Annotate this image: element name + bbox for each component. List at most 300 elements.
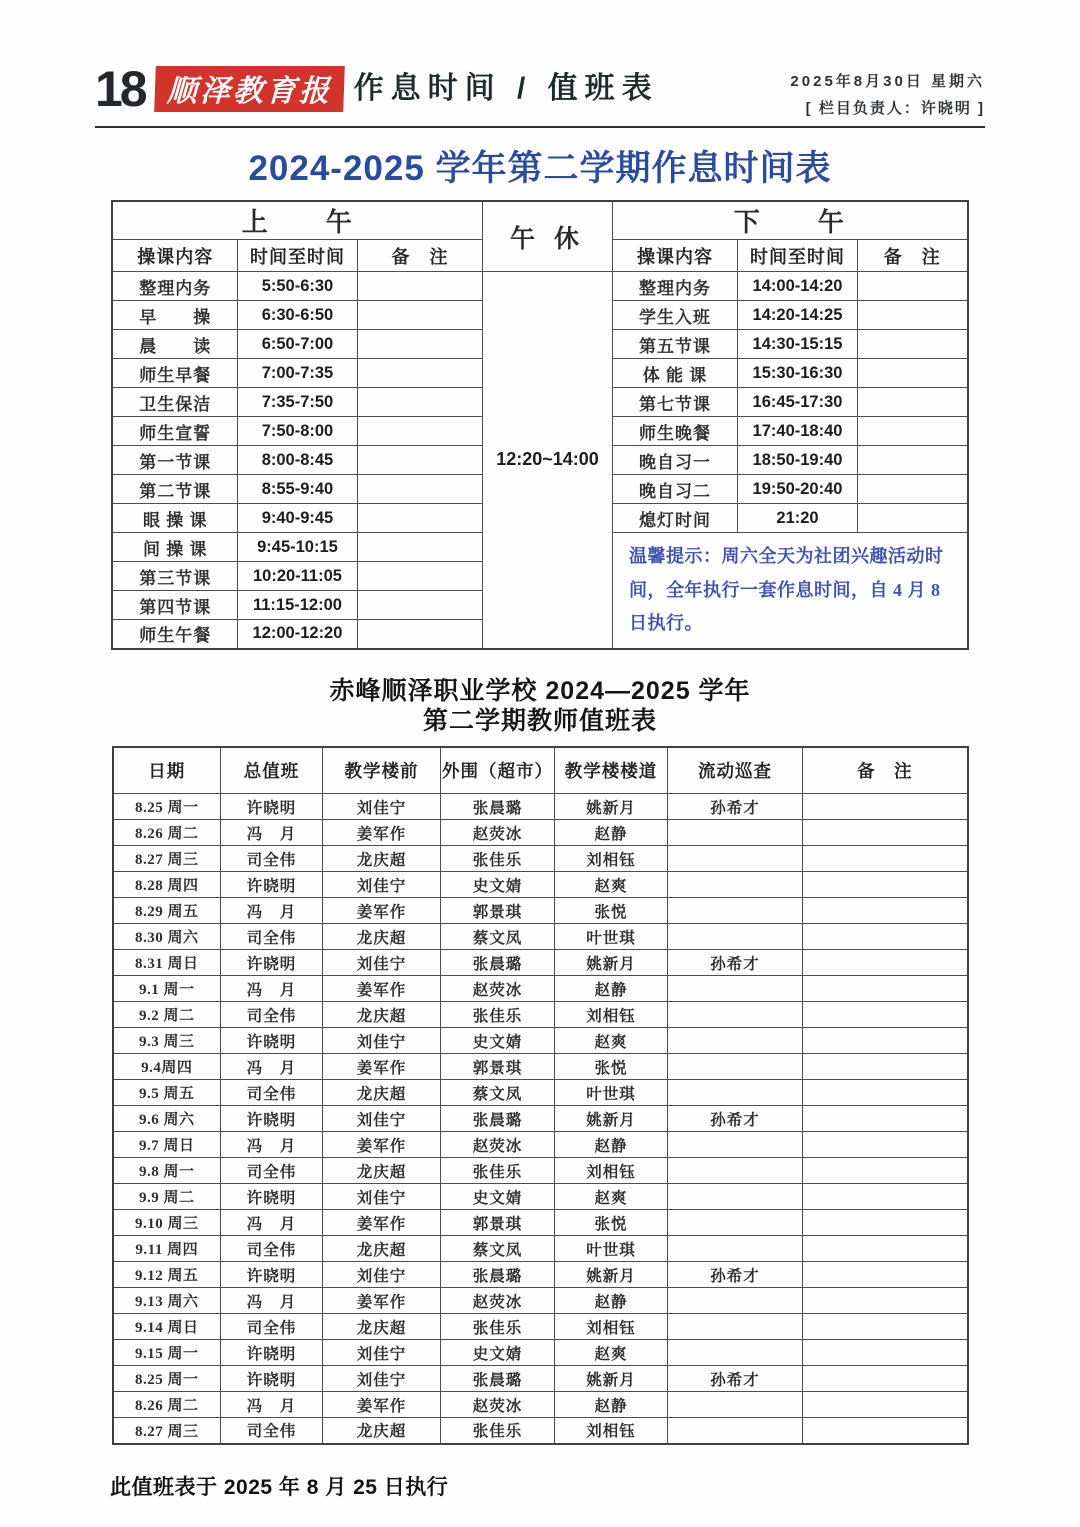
duty-date-cell: 9.2 周二 xyxy=(113,1002,221,1028)
duty-row xyxy=(113,924,968,950)
morning-col-note: 备 注 xyxy=(357,240,482,272)
duty-row xyxy=(113,1002,968,1028)
duty-building-front-cell: 姜军作 xyxy=(323,820,441,846)
afternoon-activity: 晚自习二 xyxy=(613,475,738,504)
duty-corridor-cell: 刘相钰 xyxy=(555,1418,668,1444)
duty-col-perimeter: 外围（超市） xyxy=(441,747,555,794)
duty-date-cell: 9.1 周一 xyxy=(113,976,221,1002)
duty-perimeter-cell: 郭景琪 xyxy=(441,898,555,924)
duty-patrol-cell xyxy=(668,1080,803,1106)
duty-col-note: 备 注 xyxy=(803,747,968,794)
afternoon-col-activity: 操课内容 xyxy=(613,240,738,272)
morning-time: 6:50-7:00 xyxy=(237,330,357,359)
duty-patrol-cell xyxy=(668,924,803,950)
duty-chief-cell: 许晓明 xyxy=(221,1028,323,1054)
duty-building-front-cell: 姜军作 xyxy=(323,1054,441,1080)
afternoon-activity: 熄灯时间 xyxy=(613,504,738,533)
duty-perimeter-cell: 张晨璐 xyxy=(441,950,555,976)
duty-building-front-cell: 龙庆超 xyxy=(323,1418,441,1444)
morning-time: 9:45-10:15 xyxy=(237,533,357,562)
duty-note-cell xyxy=(803,1262,968,1288)
duty-roster-body xyxy=(113,794,968,1444)
afternoon-activity: 第七节课 xyxy=(613,388,738,417)
duty-corridor-cell: 姚新月 xyxy=(555,1106,668,1132)
morning-note xyxy=(357,620,482,649)
morning-time: 8:55-9:40 xyxy=(237,475,357,504)
duty-perimeter-cell: 蔡文凤 xyxy=(441,1080,555,1106)
morning-time: 10:20-11:05 xyxy=(237,562,357,591)
duty-chief-cell: 司全伟 xyxy=(221,1418,323,1444)
duty-note-cell xyxy=(803,1184,968,1210)
duty-patrol-cell xyxy=(668,1054,803,1080)
duty-row xyxy=(113,1106,968,1132)
duty-date-cell: 9.11 周四 xyxy=(113,1236,221,1262)
duty-perimeter-cell: 郭景琪 xyxy=(441,1054,555,1080)
morning-note xyxy=(357,591,482,620)
execution-note: 此值班表于 2025 年 8 月 25 日执行 xyxy=(110,1475,449,1499)
afternoon-time: 21:20 xyxy=(738,504,858,533)
duty-note-cell xyxy=(803,872,968,898)
masthead xyxy=(95,61,985,118)
duty-patrol-cell xyxy=(668,898,803,924)
duty-note-cell xyxy=(803,1158,968,1184)
duty-chief-cell: 许晓明 xyxy=(221,794,323,820)
morning-header: 上 午 xyxy=(112,201,482,240)
duty-building-front-cell: 姜军作 xyxy=(323,1392,441,1418)
duty-note-cell xyxy=(803,846,968,872)
duty-row xyxy=(113,1314,968,1340)
duty-building-front-cell: 刘佳宁 xyxy=(323,1028,441,1054)
duty-patrol-cell xyxy=(668,820,803,846)
morning-note xyxy=(357,330,482,359)
duty-date-cell: 8.26 周二 xyxy=(113,820,221,846)
duty-chief-cell: 许晓明 xyxy=(221,872,323,898)
duty-chief-cell: 许晓明 xyxy=(221,1340,323,1366)
duty-row xyxy=(113,898,968,924)
duty-date-cell: 9.13 周六 xyxy=(113,1288,221,1314)
afternoon-note xyxy=(858,301,968,330)
duty-corridor-cell: 张悦 xyxy=(555,1054,668,1080)
duty-roster-title-line1: 赤峰顺泽职业学校 2024—2025 学年 xyxy=(329,676,751,705)
afternoon-header: 下 午 xyxy=(613,201,968,240)
duty-patrol-cell xyxy=(668,1314,803,1340)
column-editor: [ 栏目负责人：许晓明 ] xyxy=(805,100,985,117)
duty-perimeter-cell: 张佳乐 xyxy=(441,846,555,872)
duty-note-cell xyxy=(803,1340,968,1366)
morning-activity: 卫生保洁 xyxy=(112,388,237,417)
issue-date: 2025年8月30日 星期六 xyxy=(790,73,985,90)
duty-building-front-cell: 龙庆超 xyxy=(323,846,441,872)
morning-time: 6:30-6:50 xyxy=(237,301,357,330)
duty-patrol-cell xyxy=(668,846,803,872)
morning-note xyxy=(357,388,482,417)
duty-building-front-cell: 姜军作 xyxy=(323,898,441,924)
duty-perimeter-cell: 张佳乐 xyxy=(441,1418,555,1444)
duty-perimeter-cell: 史文婧 xyxy=(441,1340,555,1366)
duty-chief-cell: 冯 月 xyxy=(221,976,323,1002)
duty-date-cell: 9.15 周一 xyxy=(113,1340,221,1366)
morning-note xyxy=(357,272,482,301)
duty-row xyxy=(113,1262,968,1288)
duty-corridor-cell: 刘相钰 xyxy=(555,1314,668,1340)
morning-activity: 晨 读 xyxy=(112,330,237,359)
duty-date-cell: 9.12 周五 xyxy=(113,1262,221,1288)
duty-row xyxy=(113,1210,968,1236)
duty-note-cell xyxy=(803,976,968,1002)
duty-row xyxy=(113,1028,968,1054)
duty-building-front-cell: 姜军作 xyxy=(323,976,441,1002)
afternoon-note xyxy=(858,504,968,533)
duty-chief-cell: 许晓明 xyxy=(221,1184,323,1210)
duty-corridor-cell: 刘相钰 xyxy=(555,1002,668,1028)
afternoon-activity: 第五节课 xyxy=(613,330,738,359)
duty-building-front-cell: 龙庆超 xyxy=(323,1314,441,1340)
duty-note-cell xyxy=(803,1080,968,1106)
duty-corridor-cell: 叶世琪 xyxy=(555,1236,668,1262)
duty-corridor-cell: 姚新月 xyxy=(555,1262,668,1288)
duty-row xyxy=(113,1288,968,1314)
afternoon-activity: 整理内务 xyxy=(613,272,738,301)
afternoon-activity: 学生入班 xyxy=(613,301,738,330)
morning-note xyxy=(357,504,482,533)
masthead-divider xyxy=(95,126,985,128)
timetable-body xyxy=(112,272,967,649)
newspaper-logo-text: 顺泽教育报 xyxy=(165,75,333,108)
duty-patrol-cell xyxy=(668,1418,803,1444)
duty-chief-cell: 冯 月 xyxy=(221,1132,323,1158)
afternoon-note xyxy=(858,475,968,504)
duty-chief-cell: 冯 月 xyxy=(221,1054,323,1080)
morning-activity: 第一节课 xyxy=(112,446,237,475)
morning-note xyxy=(357,446,482,475)
duty-corridor-cell: 赵静 xyxy=(555,1288,668,1314)
duty-date-cell: 9.4周四 xyxy=(113,1054,221,1080)
duty-building-front-cell: 刘佳宁 xyxy=(323,1106,441,1132)
duty-date-cell: 9.3 周三 xyxy=(113,1028,221,1054)
duty-corridor-cell: 姚新月 xyxy=(555,794,668,820)
afternoon-note xyxy=(858,388,968,417)
newspaper-logo xyxy=(154,66,345,112)
masthead-left xyxy=(95,61,659,117)
duty-row xyxy=(113,1184,968,1210)
duty-perimeter-cell: 史文婧 xyxy=(441,872,555,898)
duty-date-cell: 8.30 周六 xyxy=(113,924,221,950)
noon-break-time: 12:20~14:00 xyxy=(483,272,613,649)
morning-activity: 整理内务 xyxy=(112,272,237,301)
duty-date-cell: 8.26 周二 xyxy=(113,1392,221,1418)
duty-perimeter-cell: 蔡文凤 xyxy=(441,1236,555,1262)
duty-patrol-cell xyxy=(668,1340,803,1366)
afternoon-time: 18:50-19:40 xyxy=(738,446,858,475)
duty-chief-cell: 许晓明 xyxy=(221,950,323,976)
duty-building-front-cell: 刘佳宁 xyxy=(323,950,441,976)
duty-patrol-cell: 孙希才 xyxy=(668,1366,803,1392)
afternoon-time: 17:40-18:40 xyxy=(738,417,858,446)
afternoon-note xyxy=(858,330,968,359)
duty-patrol-cell xyxy=(668,872,803,898)
duty-col-corridor: 教学楼楼道 xyxy=(555,747,668,794)
duty-note-cell xyxy=(803,1002,968,1028)
duty-perimeter-cell: 郭景琪 xyxy=(441,1210,555,1236)
afternoon-col-note: 备 注 xyxy=(858,240,968,272)
duty-row xyxy=(113,820,968,846)
duty-building-front-cell: 刘佳宁 xyxy=(323,1262,441,1288)
morning-activity: 第二节课 xyxy=(112,475,237,504)
duty-building-front-cell: 龙庆超 xyxy=(323,924,441,950)
morning-time: 9:40-9:45 xyxy=(237,504,357,533)
duty-col-date: 日期 xyxy=(113,747,221,794)
duty-building-front-cell: 刘佳宁 xyxy=(323,1184,441,1210)
duty-note-cell xyxy=(803,1288,968,1314)
afternoon-time: 19:50-20:40 xyxy=(738,475,858,504)
duty-patrol-cell xyxy=(668,1132,803,1158)
duty-date-cell: 8.25 周一 xyxy=(113,1366,221,1392)
duty-date-cell: 8.28 周四 xyxy=(113,872,221,898)
duty-corridor-cell: 张悦 xyxy=(555,1210,668,1236)
timetable-row xyxy=(112,272,967,301)
duty-chief-cell: 冯 月 xyxy=(221,1288,323,1314)
duty-perimeter-cell: 赵荧冰 xyxy=(441,1132,555,1158)
duty-date-cell: 8.27 周三 xyxy=(113,846,221,872)
morning-note xyxy=(357,533,482,562)
duty-building-front-cell: 龙庆超 xyxy=(323,1236,441,1262)
duty-patrol-cell xyxy=(668,1002,803,1028)
morning-time: 8:00-8:45 xyxy=(237,446,357,475)
duty-date-cell: 9.5 周五 xyxy=(113,1080,221,1106)
duty-chief-cell: 冯 月 xyxy=(221,820,323,846)
duty-perimeter-cell: 张晨璐 xyxy=(441,1106,555,1132)
duty-building-front-cell: 刘佳宁 xyxy=(323,794,441,820)
duty-col-building-front: 教学楼前 xyxy=(323,747,441,794)
duty-header-row xyxy=(113,747,968,794)
duty-note-cell xyxy=(803,1418,968,1444)
duty-patrol-cell xyxy=(668,1028,803,1054)
afternoon-note xyxy=(858,417,968,446)
morning-activity: 间 操 课 xyxy=(112,533,237,562)
duty-row xyxy=(113,1080,968,1106)
duty-corridor-cell: 叶世琪 xyxy=(555,1080,668,1106)
morning-col-activity: 操课内容 xyxy=(112,240,237,272)
section-title: 作息时间 / 值班表 xyxy=(353,72,659,105)
morning-note xyxy=(357,475,482,504)
morning-note xyxy=(357,562,482,591)
duty-chief-cell: 司全伟 xyxy=(221,1002,323,1028)
morning-time: 7:50-8:00 xyxy=(237,417,357,446)
duty-building-front-cell: 龙庆超 xyxy=(323,1002,441,1028)
duty-corridor-cell: 叶世琪 xyxy=(555,924,668,950)
duty-row xyxy=(113,1418,968,1444)
morning-activity: 第四节课 xyxy=(112,591,237,620)
duty-corridor-cell: 赵爽 xyxy=(555,1340,668,1366)
duty-note-cell xyxy=(803,1028,968,1054)
duty-row xyxy=(113,1158,968,1184)
duty-perimeter-cell: 张晨璐 xyxy=(441,1366,555,1392)
duty-note-cell xyxy=(803,950,968,976)
duty-note-cell xyxy=(803,794,968,820)
duty-perimeter-cell: 史文婧 xyxy=(441,1028,555,1054)
duty-col-chief: 总值班 xyxy=(221,747,323,794)
afternoon-note xyxy=(858,359,968,388)
duty-perimeter-cell: 史文婧 xyxy=(441,1184,555,1210)
duty-corridor-cell: 张悦 xyxy=(555,898,668,924)
duty-note-cell xyxy=(803,1054,968,1080)
duty-chief-cell: 冯 月 xyxy=(221,1392,323,1418)
afternoon-time: 15:30-16:30 xyxy=(738,359,858,388)
duty-building-front-cell: 刘佳宁 xyxy=(323,1366,441,1392)
duty-corridor-cell: 赵爽 xyxy=(555,1028,668,1054)
duty-perimeter-cell: 赵荧冰 xyxy=(441,1288,555,1314)
duty-patrol-cell xyxy=(668,976,803,1002)
duty-date-cell: 9.9 周二 xyxy=(113,1184,221,1210)
afternoon-time: 16:45-17:30 xyxy=(738,388,858,417)
duty-chief-cell: 司全伟 xyxy=(221,1236,323,1262)
duty-note-cell xyxy=(803,898,968,924)
duty-chief-cell: 冯 月 xyxy=(221,1210,323,1236)
duty-note-cell xyxy=(803,1314,968,1340)
duty-building-front-cell: 刘佳宁 xyxy=(323,1340,441,1366)
duty-date-cell: 8.27 周三 xyxy=(113,1418,221,1444)
duty-patrol-cell: 孙希才 xyxy=(668,794,803,820)
duty-note-cell xyxy=(803,924,968,950)
duty-perimeter-cell: 赵荧冰 xyxy=(441,1392,555,1418)
duty-date-cell: 8.31 周日 xyxy=(113,950,221,976)
duty-patrol-cell xyxy=(668,1184,803,1210)
duty-corridor-cell: 赵爽 xyxy=(555,1184,668,1210)
duty-building-front-cell: 姜军作 xyxy=(323,1132,441,1158)
friendly-reminder: 温馨提示：周六全天为社团兴趣活动时间，全年执行一套作息时间，自 4 月 8 日执行。 xyxy=(613,533,968,649)
duty-perimeter-cell: 张晨璐 xyxy=(441,794,555,820)
duty-date-cell: 9.10 周三 xyxy=(113,1210,221,1236)
morning-activity: 第三节课 xyxy=(112,562,237,591)
duty-chief-cell: 许晓明 xyxy=(221,1262,323,1288)
morning-note xyxy=(357,301,482,330)
afternoon-col-time: 时间至时间 xyxy=(738,240,858,272)
duty-note-cell xyxy=(803,1210,968,1236)
morning-note xyxy=(357,417,482,446)
duty-note-cell xyxy=(803,1132,968,1158)
duty-patrol-cell xyxy=(668,1236,803,1262)
morning-activity: 师生宣誓 xyxy=(112,417,237,446)
duty-roster-title-line2: 第二学期教师值班表 xyxy=(422,707,657,735)
duty-note-cell xyxy=(803,820,968,846)
afternoon-time: 14:00-14:20 xyxy=(738,272,858,301)
morning-time: 7:00-7:35 xyxy=(237,359,357,388)
afternoon-time: 14:30-15:15 xyxy=(738,330,858,359)
duty-building-front-cell: 刘佳宁 xyxy=(323,872,441,898)
morning-time: 12:00-12:20 xyxy=(237,620,357,649)
duty-date-cell: 9.8 周一 xyxy=(113,1158,221,1184)
duty-note-cell xyxy=(803,1106,968,1132)
duty-date-cell: 9.14 周日 xyxy=(113,1314,221,1340)
duty-note-cell xyxy=(803,1392,968,1418)
afternoon-activity: 晚自习一 xyxy=(613,446,738,475)
duty-date-cell: 9.7 周日 xyxy=(113,1132,221,1158)
duty-row xyxy=(113,1392,968,1418)
duty-corridor-cell: 姚新月 xyxy=(555,1366,668,1392)
duty-note-cell xyxy=(803,1366,968,1392)
duty-row xyxy=(113,1366,968,1392)
duty-perimeter-cell: 蔡文凤 xyxy=(441,924,555,950)
morning-activity: 早 操 xyxy=(112,301,237,330)
duty-chief-cell: 冯 月 xyxy=(221,898,323,924)
timetable xyxy=(111,200,968,650)
duty-date-cell: 9.6 周六 xyxy=(113,1106,221,1132)
schedule-title: 2024-2025 学年第二学期作息时间表 xyxy=(248,149,832,188)
duty-chief-cell: 司全伟 xyxy=(221,846,323,872)
duty-roster-title xyxy=(95,676,985,737)
duty-patrol-cell: 孙希才 xyxy=(668,1106,803,1132)
duty-patrol-cell xyxy=(668,1288,803,1314)
duty-row xyxy=(113,950,968,976)
duty-row xyxy=(113,1340,968,1366)
duty-building-front-cell: 龙庆超 xyxy=(323,1080,441,1106)
duty-col-patrol: 流动巡查 xyxy=(668,747,803,794)
masthead-right xyxy=(790,64,985,118)
duty-row xyxy=(113,976,968,1002)
duty-date-cell: 8.29 周五 xyxy=(113,898,221,924)
duty-patrol-cell xyxy=(668,1158,803,1184)
duty-building-front-cell: 姜军作 xyxy=(323,1210,441,1236)
duty-row xyxy=(113,846,968,872)
duty-perimeter-cell: 张佳乐 xyxy=(441,1002,555,1028)
duty-perimeter-cell: 张晨璐 xyxy=(441,1262,555,1288)
morning-activity: 眼 操 课 xyxy=(112,504,237,533)
afternoon-note xyxy=(858,272,968,301)
duty-note-cell xyxy=(803,1236,968,1262)
afternoon-activity: 体 能 课 xyxy=(613,359,738,388)
duty-corridor-cell: 赵静 xyxy=(555,820,668,846)
duty-perimeter-cell: 赵荧冰 xyxy=(441,976,555,1002)
duty-row xyxy=(113,794,968,820)
duty-chief-cell: 司全伟 xyxy=(221,924,323,950)
afternoon-note xyxy=(858,446,968,475)
duty-corridor-cell: 刘相钰 xyxy=(555,846,668,872)
morning-activity: 师生早餐 xyxy=(112,359,237,388)
morning-time: 7:35-7:50 xyxy=(237,388,357,417)
afternoon-time: 14:20-14:25 xyxy=(738,301,858,330)
timetable-section-header-row xyxy=(112,201,967,240)
duty-chief-cell: 许晓明 xyxy=(221,1366,323,1392)
duty-chief-cell: 司全伟 xyxy=(221,1158,323,1184)
duty-corridor-cell: 赵静 xyxy=(555,1132,668,1158)
morning-activity: 师生午餐 xyxy=(112,620,237,649)
duty-corridor-cell: 赵静 xyxy=(555,1392,668,1418)
noon-break-header: 午 休 xyxy=(483,201,613,272)
duty-row xyxy=(113,1132,968,1158)
duty-perimeter-cell: 张佳乐 xyxy=(441,1314,555,1340)
duty-patrol-cell: 孙希才 xyxy=(668,950,803,976)
duty-corridor-cell: 刘相钰 xyxy=(555,1158,668,1184)
duty-building-front-cell: 龙庆超 xyxy=(323,1158,441,1184)
duty-chief-cell: 司全伟 xyxy=(221,1314,323,1340)
duty-building-front-cell: 姜军作 xyxy=(323,1288,441,1314)
duty-date-cell: 8.25 周一 xyxy=(113,794,221,820)
duty-patrol-cell xyxy=(668,1210,803,1236)
duty-row xyxy=(113,1054,968,1080)
duty-patrol-cell: 孙希才 xyxy=(668,1262,803,1288)
morning-time: 11:15-12:00 xyxy=(237,591,357,620)
morning-note xyxy=(357,359,482,388)
duty-chief-cell: 许晓明 xyxy=(221,1106,323,1132)
afternoon-activity: 师生晚餐 xyxy=(613,417,738,446)
duty-corridor-cell: 姚新月 xyxy=(555,950,668,976)
page-number: 18 xyxy=(95,61,145,117)
duty-row xyxy=(113,872,968,898)
duty-corridor-cell: 赵静 xyxy=(555,976,668,1002)
duty-perimeter-cell: 赵荧冰 xyxy=(441,820,555,846)
duty-corridor-cell: 赵爽 xyxy=(555,872,668,898)
duty-patrol-cell xyxy=(668,1392,803,1418)
